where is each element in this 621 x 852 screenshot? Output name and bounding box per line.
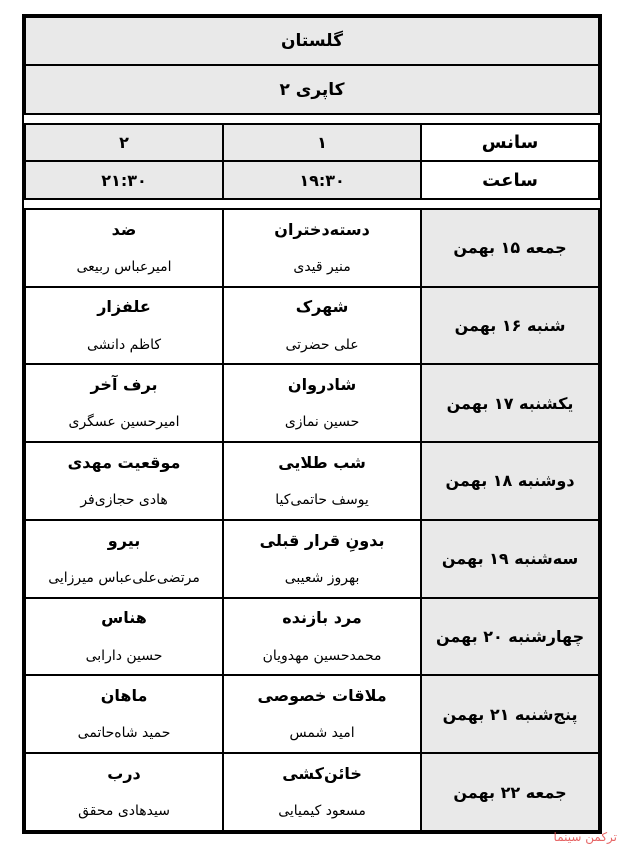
director-name: امید شمس [223,715,421,753]
film-title: مرد بازنده [223,598,421,637]
day-cell: چهارشنبه ۲۰ بهمن [421,598,599,676]
time-label: ساعت [421,161,599,198]
day-cell: یکشنبه ۱۷ بهمن [421,364,599,442]
hall-title: کاپری ۲ [25,65,599,113]
film-title: شادروان [223,364,421,403]
film-title: برف آخر [25,364,223,403]
day-cell: شنبه ۱۶ بهمن [421,287,599,365]
table-row [25,675,599,714]
director-name: سیدهادی محقق [25,792,223,831]
header-gap [25,114,599,124]
schedule-table [24,16,600,832]
session-number-2: ۲ [25,124,223,161]
session-time-1: ۱۹:۳۰ [223,161,421,198]
film-title: علفزار [25,287,223,326]
film-title: هناس [25,598,223,637]
day-cell: دوشنبه ۱۸ بهمن [421,442,599,520]
film-title: درب [25,753,223,792]
director-name: حسین نمازی [223,404,421,442]
table-row [25,287,599,326]
director-name: علی حضرتی [223,326,421,364]
watermark: ترکمن سینما [553,830,617,844]
director-name: منیر قیدی [223,248,421,286]
cinema-title: گلستان [25,17,599,65]
day-cell: جمعه ۲۲ بهمن [421,753,599,831]
day-cell: پنج‌شنبه ۲۱ بهمن [421,675,599,753]
film-title: خائن‌کشی [223,753,421,792]
director-name: مسعود کیمیایی [223,792,421,831]
director-name: کاظم دانشی [25,326,223,364]
session-label: سانس [421,124,599,161]
film-title: بدونِ قرار قبلی [223,520,421,559]
schedule-sheet [22,14,602,834]
table-row [25,520,599,559]
film-title: بیرو [25,520,223,559]
table-row [25,209,599,248]
body-gap [25,199,599,209]
director-name: هادی حجازی‌فر [25,481,223,519]
director-name: حسین دارابی [25,637,223,675]
director-name: محمدحسین مهدویان [223,637,421,675]
director-name: یوسف حاتمی‌کیا [223,481,421,519]
film-title: موقعیت مهدی [25,442,223,481]
day-cell: جمعه ۱۵ بهمن [421,209,599,287]
film-title: شب طلایی [223,442,421,481]
director-name: امیرعباس ربیعی [25,248,223,286]
table-row [25,442,599,481]
director-name: حمید شاه‌حاتمی [25,715,223,753]
table-row [25,598,599,637]
film-title: ماهان [25,675,223,714]
session-number-1: ۱ [223,124,421,161]
table-row [25,753,599,792]
film-title: شهرک [223,287,421,326]
director-name: امیرحسین عسگری [25,404,223,442]
day-cell: سه‌شنبه ۱۹ بهمن [421,520,599,598]
session-time-2: ۲۱:۳۰ [25,161,223,198]
director-name: بهروز شعیبی [223,559,421,597]
film-title: دسته‌دختران [223,209,421,248]
director-name: مرتضی‌علی‌عباس میرزایی [25,559,223,597]
table-row [25,364,599,403]
film-title: ضد [25,209,223,248]
film-title: ملاقات خصوصی [223,675,421,714]
